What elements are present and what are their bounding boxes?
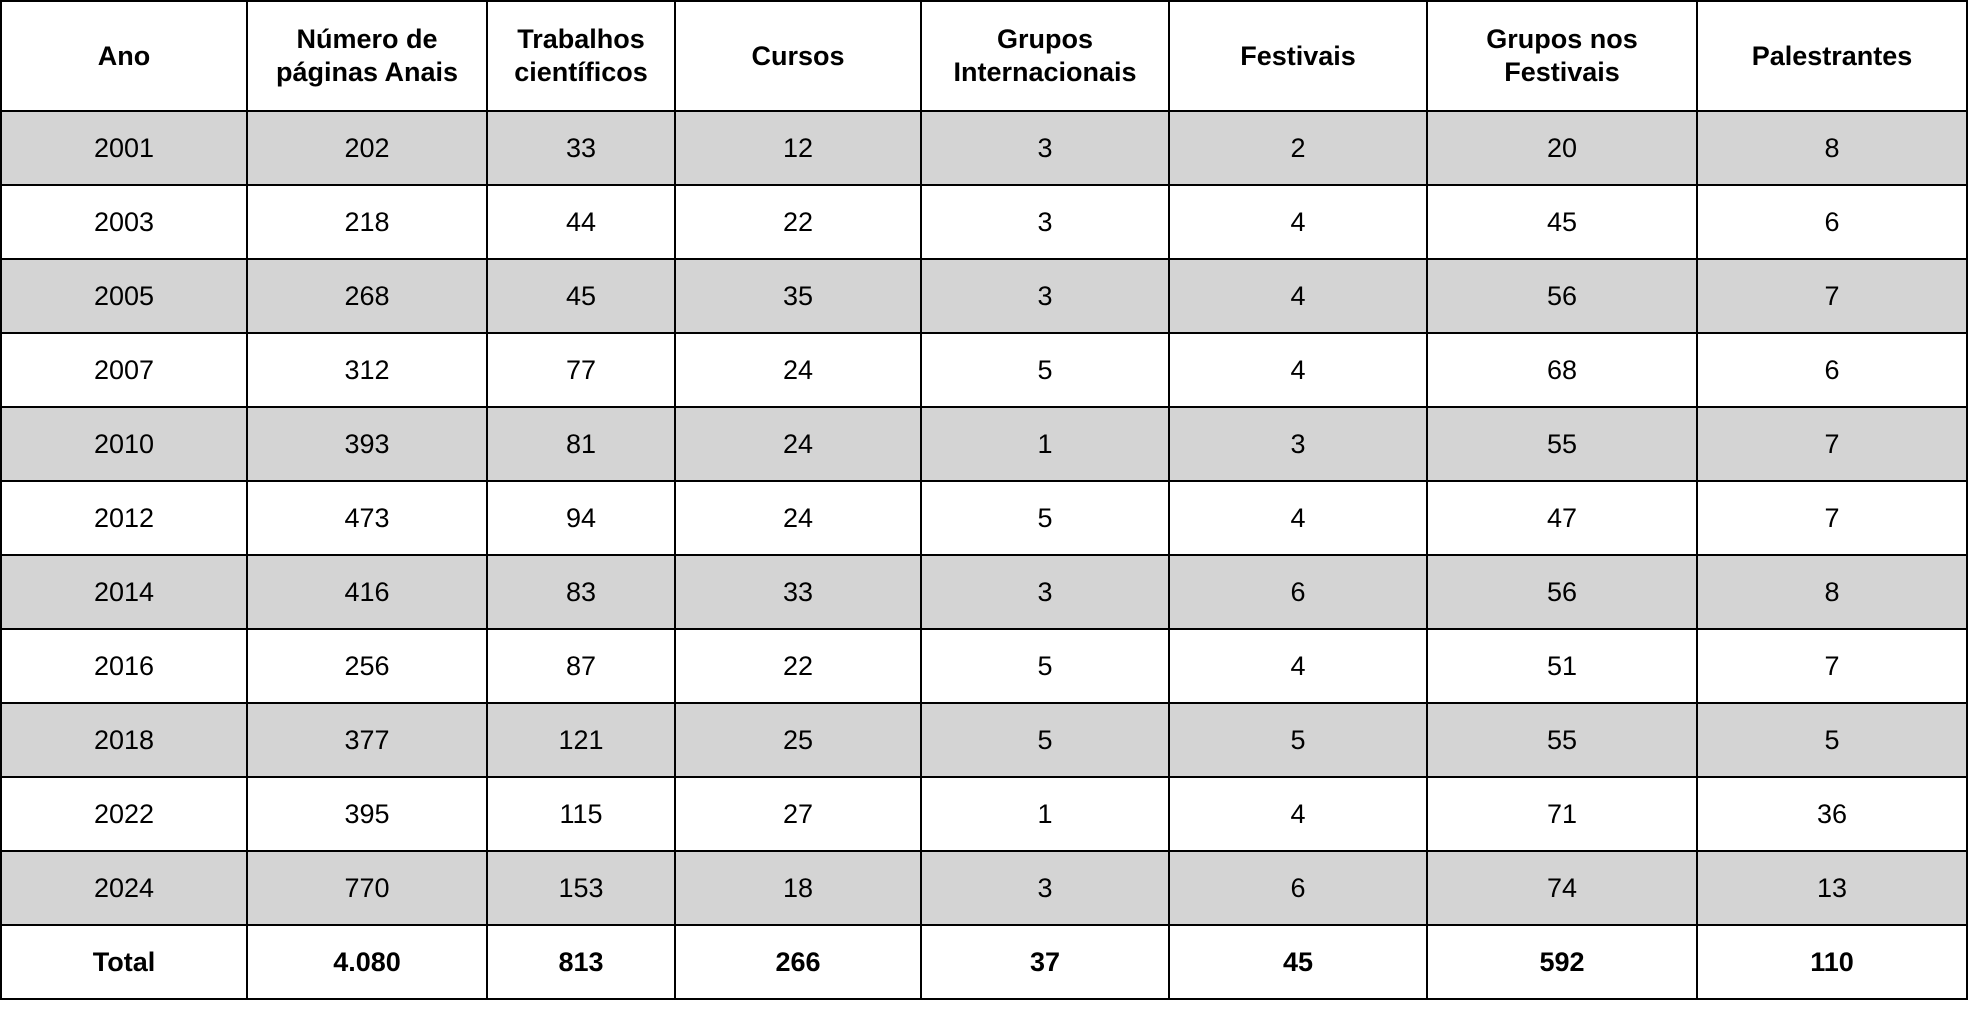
table-cell: 2018: [1, 703, 247, 777]
table-row: [1, 703, 1967, 777]
table-cell: 218: [247, 185, 487, 259]
table-cell: 56: [1427, 555, 1697, 629]
total-label: Total: [1, 925, 247, 999]
table-cell: 55: [1427, 703, 1697, 777]
table-row: [1, 555, 1967, 629]
column-header-trabalhos-cientificos: [487, 1, 675, 111]
table-cell: 2024: [1, 851, 247, 925]
total-cell: 592: [1427, 925, 1697, 999]
column-header-line: Grupos nos: [1486, 24, 1638, 55]
table-cell: 115: [487, 777, 675, 851]
table-cell: 3: [921, 851, 1169, 925]
table-cell: 25: [675, 703, 921, 777]
table-cell: 5: [1169, 703, 1427, 777]
table-cell: 87: [487, 629, 675, 703]
table-cell: 395: [247, 777, 487, 851]
table-cell: 770: [247, 851, 487, 925]
table-cell: 2003: [1, 185, 247, 259]
table-cell: 2022: [1, 777, 247, 851]
table-cell: 2014: [1, 555, 247, 629]
table-cell: 473: [247, 481, 487, 555]
table-cell: 4: [1169, 259, 1427, 333]
table-cell: 94: [487, 481, 675, 555]
total-cell: 37: [921, 925, 1169, 999]
table-cell: 74: [1427, 851, 1697, 925]
column-header-line: Internacionais: [953, 57, 1137, 87]
column-header-line: Festivais: [1504, 57, 1620, 87]
column-header-line: Cursos: [751, 40, 845, 71]
table-cell: 5: [921, 481, 1169, 555]
table-cell: 24: [675, 333, 921, 407]
table-cell: 33: [675, 555, 921, 629]
table-body: [1, 111, 1967, 999]
table-cell: 6: [1697, 333, 1967, 407]
table-cell: 393: [247, 407, 487, 481]
table-row: [1, 851, 1967, 925]
table-cell: 24: [675, 407, 921, 481]
column-header-cursos: [675, 1, 921, 111]
table-cell: 47: [1427, 481, 1697, 555]
table-cell: 44: [487, 185, 675, 259]
table-cell: 2007: [1, 333, 247, 407]
table-cell: 7: [1697, 481, 1967, 555]
table-cell: 71: [1427, 777, 1697, 851]
table-cell: 2012: [1, 481, 247, 555]
table-cell: 8: [1697, 111, 1967, 185]
table-cell: 2016: [1, 629, 247, 703]
table-cell: 13: [1697, 851, 1967, 925]
table-cell: 6: [1169, 555, 1427, 629]
table-cell: 312: [247, 333, 487, 407]
table-cell: 77: [487, 333, 675, 407]
table-cell: 4: [1169, 481, 1427, 555]
table-cell: 3: [921, 259, 1169, 333]
table-cell: 3: [921, 185, 1169, 259]
table-cell: 2010: [1, 407, 247, 481]
total-cell: 266: [675, 925, 921, 999]
table-cell: 27: [675, 777, 921, 851]
table-cell: 56: [1427, 259, 1697, 333]
total-cell: 4.080: [247, 925, 487, 999]
table-cell: 5: [921, 629, 1169, 703]
column-header-ano: [1, 1, 247, 111]
table-cell: 6: [1169, 851, 1427, 925]
column-header-line: Grupos: [996, 24, 1093, 55]
table-cell: 6: [1697, 185, 1967, 259]
table-header: [1, 1, 1967, 111]
table-cell: 3: [1169, 407, 1427, 481]
column-header-palestrantes: [1697, 1, 1967, 111]
table-cell: 5: [921, 703, 1169, 777]
table-cell: 256: [247, 629, 487, 703]
table-cell: 68: [1427, 333, 1697, 407]
column-header-line: científicos: [514, 57, 648, 87]
table-cell: 2: [1169, 111, 1427, 185]
table-cell: 22: [675, 629, 921, 703]
table-cell: 36: [1697, 777, 1967, 851]
table-cell: 5: [921, 333, 1169, 407]
table-cell: 4: [1169, 629, 1427, 703]
column-header-line: páginas Anais: [275, 57, 459, 87]
table-cell: 1: [921, 777, 1169, 851]
table-cell: 3: [921, 555, 1169, 629]
table-row: [1, 407, 1967, 481]
table-cell: 4: [1169, 777, 1427, 851]
table-row: [1, 111, 1967, 185]
column-header-grupos-nos-festivais: [1427, 1, 1697, 111]
table-cell: 81: [487, 407, 675, 481]
table-cell: 18: [675, 851, 921, 925]
total-cell: 45: [1169, 925, 1427, 999]
table-cell: 5: [1697, 703, 1967, 777]
table-cell: 2005: [1, 259, 247, 333]
table-cell: 55: [1427, 407, 1697, 481]
table-cell: 416: [247, 555, 487, 629]
table-cell: 33: [487, 111, 675, 185]
table-cell: 1: [921, 407, 1169, 481]
table-cell: 7: [1697, 629, 1967, 703]
column-header-festivais: [1169, 1, 1427, 111]
table-cell: 2001: [1, 111, 247, 185]
table-header-row: [1, 1, 1967, 111]
table-cell: 3: [921, 111, 1169, 185]
table-cell: 8: [1697, 555, 1967, 629]
table-row: [1, 777, 1967, 851]
table-row: [1, 481, 1967, 555]
table-cell: 45: [1427, 185, 1697, 259]
table-cell: 4: [1169, 333, 1427, 407]
total-cell: 813: [487, 925, 675, 999]
table-total-row: [1, 925, 1967, 999]
table-cell: 24: [675, 481, 921, 555]
table-cell: 268: [247, 259, 487, 333]
table-row: [1, 259, 1967, 333]
table-cell: 153: [487, 851, 675, 925]
column-header-line: Festivais: [1240, 40, 1356, 71]
column-header-numero-de-paginas-anais: [247, 1, 487, 111]
table-row: [1, 185, 1967, 259]
table-cell: 51: [1427, 629, 1697, 703]
column-header-grupos-internacionais: [921, 1, 1169, 111]
table-cell: 377: [247, 703, 487, 777]
column-header-line: Trabalhos: [517, 24, 645, 55]
table-cell: 45: [487, 259, 675, 333]
column-header-line: Ano: [97, 40, 151, 71]
table-row: [1, 629, 1967, 703]
table-cell: 7: [1697, 407, 1967, 481]
table-cell: 7: [1697, 259, 1967, 333]
table-cell: 20: [1427, 111, 1697, 185]
column-header-line: Palestrantes: [1751, 40, 1913, 71]
table-cell: 83: [487, 555, 675, 629]
column-header-line: Número de: [296, 24, 438, 55]
table-cell: 12: [675, 111, 921, 185]
table-cell: 35: [675, 259, 921, 333]
table-cell: 202: [247, 111, 487, 185]
table-cell: 22: [675, 185, 921, 259]
table-cell: 121: [487, 703, 675, 777]
table-row: [1, 333, 1967, 407]
total-cell: 110: [1697, 925, 1967, 999]
table-cell: 4: [1169, 185, 1427, 259]
